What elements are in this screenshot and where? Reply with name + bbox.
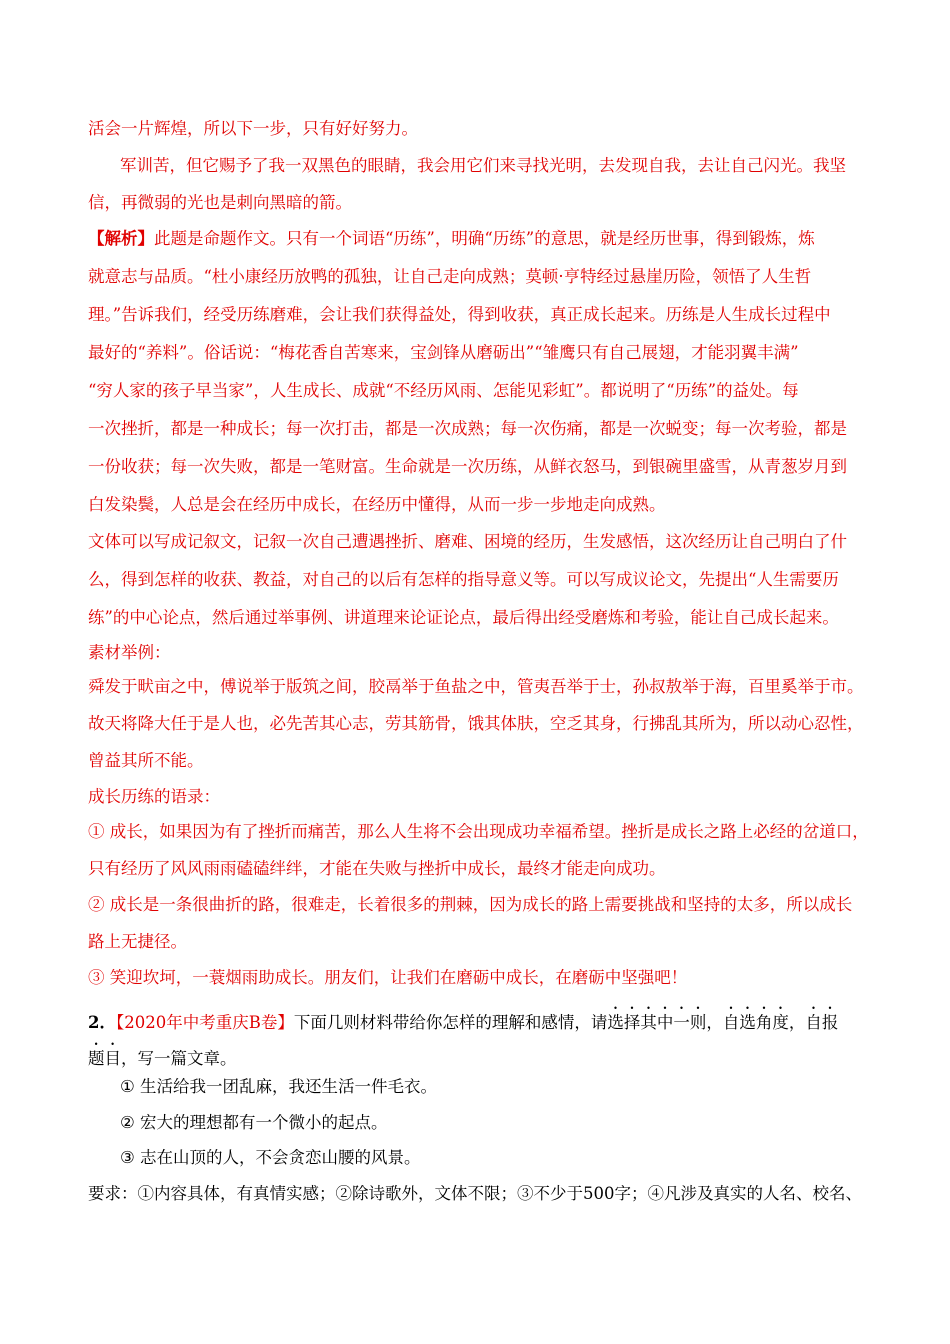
answer-paragraph-2-line-2: 信，再微弱的光也是刺向黑暗的箭。 — [88, 193, 352, 212]
answer-paragraph-1: 活会一片辉煌，所以下一步，只有好好努力。 — [88, 119, 418, 138]
emphasis-text: 题目 — [88, 1049, 121, 1068]
analysis-line-15: 曾益其所不能。 — [88, 751, 204, 770]
material-option-1: ① 生活给我一团乱麻，我还生活一件毛衣。 — [120, 1077, 438, 1096]
answer-paragraph-2-line-1: 军训苦，但它赐予了我一双黑色的眼睛，我会用它们来寻找光明，去发现自我，去让自己闪光。我坚 — [120, 156, 846, 175]
analysis-line-13: 舜发于畎亩之中，傅说举于版筑之间，胶鬲举于鱼盐之中，管夷吾举于士，孙叔敖举于海，百里奚举于市。 — [88, 677, 864, 696]
material-option-2: ② 宏大的理想都有一个微小的起点。 — [120, 1113, 388, 1132]
analysis-line-7: 一份收获；每一次失败，都是一笔财富。生命就是一次历练，从鲜衣怒马，到银碗里盛雪，从青葱岁月到 — [88, 457, 847, 476]
analysis-line-5: “穷人家的孩子早当家”，人生成长、成就“不经历风雨、怎能见彩虹”。都说明了“历练”的益处。每 — [88, 381, 799, 400]
analysis-line-2: 就意志与品质。“杜小康经历放鸭的孤独，让自己走向成熟；莫顿·亨特经过悬崖历险，领悟了人生哲 — [88, 267, 812, 286]
analysis-line-21: ③ 笑迎坎坷，一蓑烟雨助成长。朋友们，让我们在磨砺中成长，在磨砺中坚强吧！ — [88, 968, 688, 987]
analysis-line-9: 文体可以写成记叙文，记叙一次自己遭遇挫折、磨难、困境的经历，生发感悟，这次经历让自己明白了什 — [88, 532, 847, 551]
analysis-line-20: 路上无捷径。 — [88, 932, 187, 951]
analysis-line-16: 成长历练的语录： — [88, 787, 220, 806]
material-option-3: ③ 志在山顶的人，不会贪恋山腰的风景。 — [120, 1148, 421, 1167]
analysis-line-11: 练”的中心论点，然后通过举事例、讲道理来论证论点，最后得出经受磨炼和考验，能让自己成长起来。 — [88, 608, 839, 627]
question-2-line-1: 2．【2020年中考重庆B卷】下面几则材料带给你怎样的理解和感情，请选择其中一则，自选角度，自报 — [88, 1013, 839, 1032]
analysis-label: 【解析】 — [88, 229, 154, 248]
question-source: 【2020年中考重庆B卷】 — [115, 1013, 294, 1032]
analysis-line-1: 【解析】此题是命题作文。只有一个词语“历练”，明确“历练”的意思，就是经历世事，得到锻炼，炼 — [88, 229, 815, 248]
analysis-line-6: 一次挫折，都是一种成长；每一次打击，都是一次成熟；每一次伤痛，都是一次蜕变；每一次考验，都是 — [88, 419, 847, 438]
analysis-line-18: 只有经历了风风雨雨磕磕绊绊，才能在失败与挫折中成长，最终才能走向成功。 — [88, 859, 666, 878]
analysis-line-10: 么，得到怎样的收获、教益，对自己的以后有怎样的指导意义等。可以写成议论文，先提出“人生需要历 — [88, 570, 839, 589]
analysis-line-17: ① 成长，如果因为有了挫折而痛苦，那么人生将不会出现成功幸福希望。挫折是成长之路上必经的岔道口， — [88, 822, 869, 841]
analysis-line-14: 故天将降大任于是人也，必先苦其心志，劳其筋骨，饿其体肤，空乏其身，行拂乱其所为，所以动心忍性， — [88, 714, 864, 733]
requirements-line: 要求：①内容具体，有真情实感；②除诗歌外，文体不限；③不少于500字；④凡涉及真实的人名、校名、 — [88, 1184, 862, 1203]
emphasis-text: 自报 — [805, 1013, 839, 1032]
analysis-line-4: 最好的“养料”。俗话说：“梅花香自苦寒来，宝剑锋从磨砺出”“雏鹰只有自己展翅，才能羽翼丰满” — [88, 343, 799, 362]
emphasis-text: 自选角度 — [722, 1013, 789, 1032]
analysis-line-8: 白发染鬓，人总是会在经历中成长，在经历中懂得，从而一步一步地走向成熟。 — [88, 495, 666, 514]
analysis-line-3: 理。”告诉我们，经受历练磨难，会让我们获得益处，得到收获，真正成长起来。历练是人生成长过程中 — [88, 305, 831, 324]
question-number: 2． — [88, 1013, 116, 1032]
emphasis-text: 选择其中一则 — [607, 1013, 707, 1032]
question-2-line-2: 题目，写一篇文章。 — [88, 1049, 237, 1068]
analysis-line-19: ② 成长是一条很曲折的路，很难走，长着很多的荆棘，因为成长的路上需要挑战和坚持的太多，所以成长 — [88, 895, 853, 914]
analysis-line-12: 素材举例： — [88, 643, 171, 662]
